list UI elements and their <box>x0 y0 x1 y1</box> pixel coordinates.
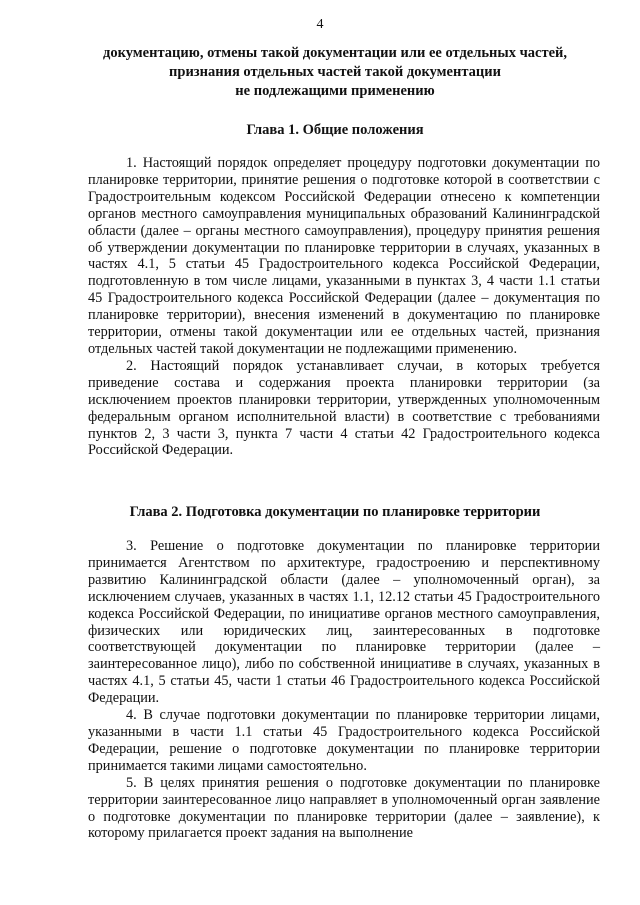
document-heading <box>80 44 590 101</box>
chapter-1-title: Глава 1. Общие положения <box>246 122 424 138</box>
page-number: 4 <box>316 17 324 32</box>
heading-line: документацию, отмены такой документации или ее отдельных частей, <box>103 45 567 61</box>
chapter-2-body <box>88 538 600 842</box>
paragraph-5: 5. В целях принятия решения о подготовке документации по планировке территории заинтересованное лицо направляет в уполномоченный орган заявление о подготовке документации по планировке территории (далее – заявление), к которому прилагается проект задания на выполнение <box>88 774 600 842</box>
paragraph-4: 4. В случае подготовки документации по планировке территории лицами, указанными в части 1.1 статьи 45 Градостроительного кодекса Российской Федерации, решение о подготовке документации по планировке территории принимается такими лицами самостоятельно. <box>88 707 600 774</box>
paragraph-3: 3. Решение о подготовке документации по планировке территории принимается Агентством по архитектуре, градостроению и перспективному развитию Калининградской области (далее – уполномоченный орган), за исключением случаев, указанных в частях 1.1, 12.12 статьи 45 Градостроительного кодекса Российской Федерации, по инициативе органов местного самоуправления, физических или юридических лиц, заинтересованных в подготовке соответствующей документации по планировке территории (далее – заинтересованное лицо), либо по собственной инициативе в случаях, указанных в частях 4.1, 5 статьи 45, части 1 статьи 46 Градостроительного кодекса Российской Федерации. <box>88 538 600 707</box>
paragraph-2: 2. Настоящий порядок устанавливает случаи, в которых требуется приведение состава и содержания проекта планировки территории (за исключением проектов планировки территории, утвержденных уполномоченным федеральным органом исполнительной власти) в соответствие с требованиями пунктов 2, 3 части 3, пункта 7 части 4 статьи 42 Градостроительного кодекса Российской Федерации. <box>88 357 600 459</box>
heading-line: признания отдельных частей такой документации <box>169 64 501 80</box>
paragraph-1: 1. Настоящий порядок определяет процедуру подготовки документации по планировке территории, принятие решения о подготовке которой в соответствии с Градостроительным кодексом Российской Федерации отнесено к компетенции органов местного самоуправления муниципальных образований Калининградской области (далее – органы местного самоуправления), процедуру принятия решения об утверждении документации по планировке территории в случаях, указанных в частях 4.1, 5 статьи 45 Градостроительного кодекса Российской Федерации, подготовленную в том числе лицами, указанными в пунктах 3, 4 части 1.1 статьи 45 Градостроительного кодекса Российской Федерации (далее – документация по планировке территории), внесения изменений в документацию по планировке территории, отмены такой документации или ее отдельных частей, признания отдельных частей такой документации не подлежащими применению. <box>88 155 600 357</box>
chapter-2-title: Глава 2. Подготовка документации по планировке территории <box>129 504 541 520</box>
chapter-1-body <box>88 155 600 459</box>
heading-line: не подлежащими применению <box>235 83 435 99</box>
